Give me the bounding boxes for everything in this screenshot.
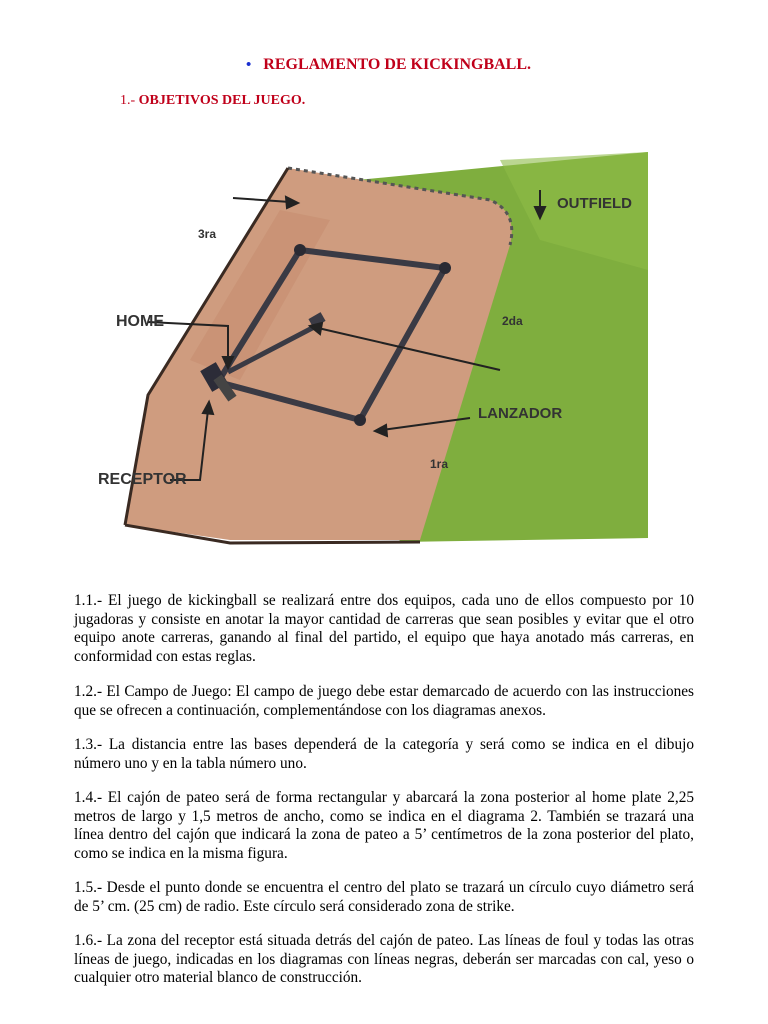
base-second bbox=[439, 262, 451, 274]
field-diagram bbox=[70, 150, 660, 545]
label-outfield: OUTFIELD bbox=[557, 195, 632, 212]
base-third bbox=[294, 244, 306, 256]
label-first-base: 1ra bbox=[430, 457, 449, 471]
label-pitcher: LANZADOR bbox=[478, 405, 563, 422]
label-catcher: RECEPTOR bbox=[98, 471, 187, 488]
label-second-base: 2da bbox=[502, 314, 523, 328]
base-first bbox=[354, 414, 366, 426]
document-title bbox=[246, 56, 531, 74]
bullet-icon: • bbox=[246, 57, 252, 73]
label-third-base: 3ra bbox=[198, 227, 217, 241]
label-home: HOME bbox=[116, 313, 164, 330]
paragraph-1-5: 1.5.- Desde el punto donde se encuentra el centro del plato se trazará un círculo cuyo diámetro será de 5’ cm. (25 cm) de radio. Este círculo será considerado zona de strike. bbox=[74, 879, 694, 915]
section-title: OBJETIVOS DEL JUEGO. bbox=[138, 93, 306, 108]
field-diagram-svg bbox=[70, 150, 660, 545]
section-number: 1.- bbox=[120, 93, 136, 108]
paragraph-1-4: 1.4.- El cajón de pateo será de forma rectangular y abarcará la zona posterior al home plate 2,25 metros de largo y 1,5 metros de ancho, como se indica en el diagrama 2. También se trazará una línea dentro del cajón que indicará la zona de pateo a 5’ centímetros de la zona posterior del plato, como se indica en la misma figura. bbox=[74, 789, 694, 862]
paragraph-1-1: 1.1.- El juego de kickingball se realizará entre dos equipos, cada uno de ellos compuesto por 10 jugadoras y consiste en anotar la mayor cantidad de carreras que sean posibles y evitar que el otro equipo anote carreras, ganando al final del partido, el equipo que haya anotado más carreras, en conformidad con estas reglas. bbox=[74, 592, 694, 665]
paragraph-1-2: 1.2.- El Campo de Juego: El campo de juego debe estar demarcado de acuerdo con las instrucciones que se ofrecen a continuación, complementándose con los diagramas anexos. bbox=[74, 683, 694, 719]
paragraph-1-6: 1.6.- La zona del receptor está situada detrás del cajón de pateo. Las líneas de foul y todas las otras líneas de juego, indicadas en los diagramas con líneas negras, deberán ser marcadas con cal, yeso o cualquier otro material blanco de construcción. bbox=[74, 932, 694, 987]
paragraph-1-3: 1.3.- La distancia entre las bases dependerá de la categoría y será como se indica en el dibujo número uno y en la tabla número uno. bbox=[74, 736, 694, 772]
section-heading bbox=[120, 93, 305, 109]
document-title-text: REGLAMENTO DE KICKINGBALL. bbox=[263, 56, 532, 73]
